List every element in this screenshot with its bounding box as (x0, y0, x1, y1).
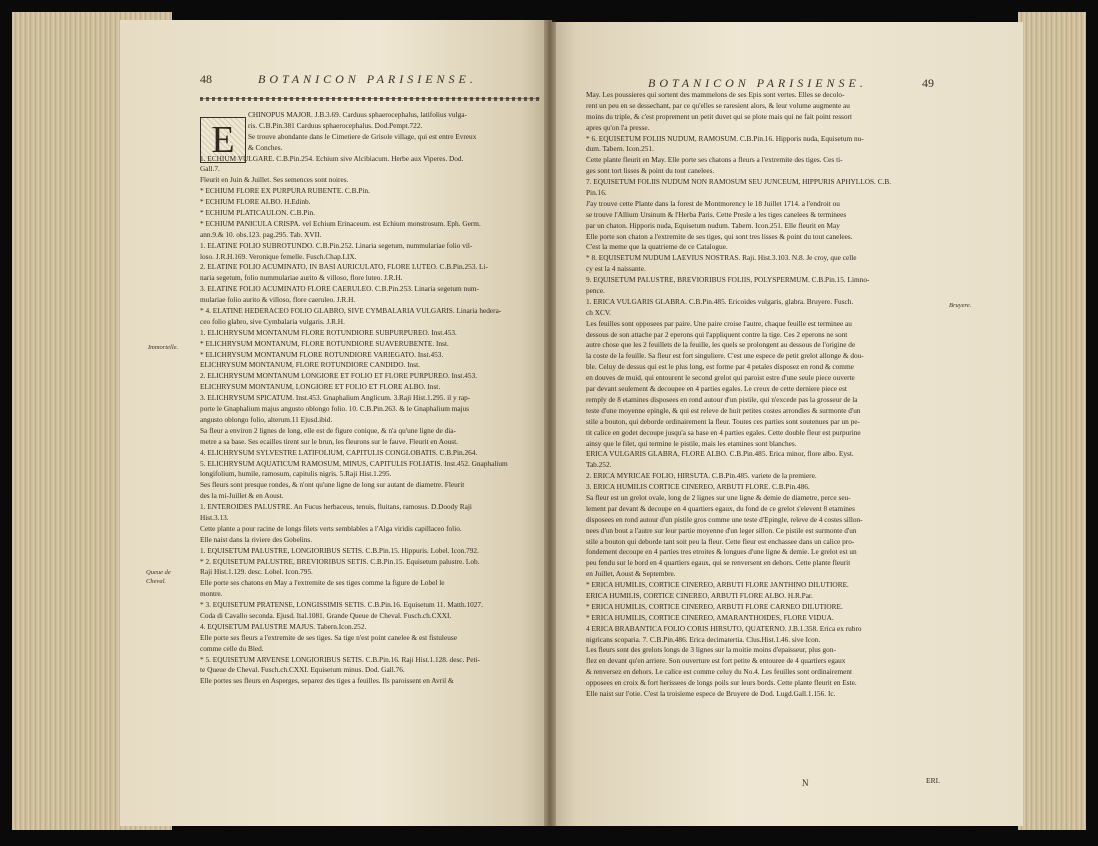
text-line: angusto oblongo folio, alterum.11 Ejusd.ibid. (200, 414, 333, 424)
text-line: May. Les poussieres qui sortent des mammelons de ses Epis sont vertes. Elles se decolo- (586, 90, 845, 99)
text-line: remply de 8 etamines disposees en rond autour d'un pistile, qui n'excede pas la grosseur de la (586, 394, 858, 404)
text-line: 4. EQUISETUM PALUSTRE MAJUS. Tabern.Icon.252. (200, 621, 367, 631)
text-line: * 8. EQUISETUM NUDUM LAEVIUS NOSTRAS. Raji. Hist.3.103. N.8. Je croy, que celle (586, 253, 857, 263)
text-line: Elle naist dans la riviere des Gobelins. (200, 534, 313, 544)
text-line: par devant seulement & decoupee en 4 parties egales. Le creux de cette derniere piece est (586, 384, 847, 394)
text-line: ble. Celuy de dessus qui est le plus long, est forme par 4 petales disposez en rond & comme (586, 362, 854, 372)
text-line: Raji Hist.1.129. desc. Lobel. Icon.795. (200, 567, 313, 577)
text-line: par un chaton. Hipporis nuda, Equisetum nudum. Tabern. Icon.251. Elle fleurit en May (586, 220, 840, 230)
text-line: ris. C.B.Pin.381 Carduus sphaerocephalus. Dod.Pempt.722. (248, 120, 423, 130)
text-line: porte le Gnaphalium majus angusto oblongo folio. 10. C.B.Pin.263. & le Gnaphalium majus (200, 404, 470, 414)
text-line: 3. ELICHRYSUM SPICATUM. Inst.453. Gnaphalium Anglicum. 3.Raji Hist.1.295. il y rap- (200, 393, 471, 403)
text-line: dum. Tabern. Icon.251. (586, 144, 654, 154)
right-page-text (586, 90, 946, 700)
text-line: ceo folio glabro, sive Cymbalaria vulgaris. J.R.H. (200, 316, 345, 326)
text-line: * ELICHRYSUM MONTANUM FLORE ROTUNDIORE VARIEGATO. Inst.453. (200, 349, 444, 359)
text-line: Cette plante fleurit en May. Elle porte ses chatons a fleurs a l'extremite des tiges. Ces ti- (586, 155, 843, 165)
text-line: Sa fleur a environ 2 lignes de long, elle est de figure conique, & n'a qu'une ligne de dia- (200, 425, 456, 435)
text-line: ges sont tort lisses & point du tout canelees. (586, 166, 715, 176)
text-line: * ECHIUM FLORE EX PURPURA RUBENTE. C.B.Pin. (200, 186, 370, 196)
text-line: * 3. EQUISETUM PRATENSE, LONGISSIMIS SETIS. C.B.Pin.16. Equisetum 11. Matth.1027. (200, 600, 483, 610)
text-line: dessous de son attache par 2 eperons qui l'appliquent contre la tige. Ces 2 eperons ne sont (586, 329, 848, 339)
text-line: stile a bouton, qui deborde ordinairement la fleur. Toutes ces parties sont soutenues par un pe- (586, 416, 860, 426)
left-running-head: BOTANICON PARISIENSE. (258, 72, 477, 86)
text-line: ann.9.& 10. obs.123. pag.295. Tab. XVII. (200, 229, 322, 239)
right-page-number: 49 (922, 76, 934, 90)
text-line: 1. ELICHRYSUM MONTANUM FLORE ROTUNDIORE SUBPURPUREO. Inst.453. (200, 327, 457, 337)
margin-note-cheval: Cheval. (146, 578, 167, 585)
text-line: Ses fleurs sont presque rondes, & n'ont qu'une ligne de long sur autant de diametre. Fleurit (200, 480, 465, 490)
text-line: naria segetum, folio nummulariae aurito & villoso, flore luteo. J.R.H. (200, 273, 403, 283)
text-line: ERICA VULGARIS GLABRA, FLORE ALBO. C.B.Pin.485. Erica minor, flore albo. Eyst. (586, 449, 854, 459)
drop-cap: E (200, 117, 246, 163)
text-line: Elle portes ses fleurs en Asperges, separez des tiges a feuilles. Ils paroissent en Avril & (200, 676, 454, 686)
book-gutter (544, 20, 556, 826)
text-line: Elle naist sur l'otie. C'est la troisieme espece de Bruyere de Dod. Lugd.Gall.1.156. Ic. (586, 688, 836, 698)
text-line: * 5. EQUISETUM ARVENSE LONGIORIBUS SETIS. C.B.Pin.16. Raji Hist.1.128. desc. Peti- (200, 654, 480, 664)
text-line: 2. ERICA MYRICAE FOLIO, HIRSUTA. C.B.Pin.485. variete de la premiere. (586, 471, 817, 481)
text-line: Les fleurs sont des grelots longs de 3 lignes sur la moitie moins d'epaisseur, plus gon- (586, 645, 836, 655)
text-line: la coste de la feuille. Sa fleur est fort singuliere. C'est une espece de petit grelot allonge & dou- (586, 351, 864, 361)
text-line: * ECHIUM PLATICAULON. C.B.Pin. (200, 208, 315, 218)
text-line: flez en devant qu'en arriere. Son ouverture est fort petite & entouree de 4 quartiers egaux (586, 656, 846, 666)
text-line: montre. (200, 589, 223, 599)
right-catchword: ERI. (926, 776, 940, 785)
text-line: ELICHRYSUM MONTANUM, FLORE ROTUNDIORE CANDIDO. Inst. (200, 360, 420, 370)
text-line: 3. ELATINE FOLIO ACUMINATO FLORE CAERULEO. C.B.Pin.253. Linaria segetum num- (200, 284, 479, 294)
text-line: Se trouve abondante dans le Cimetiere de Grisole village, qui est entre Evreux (248, 131, 477, 141)
text-line: lement par devant & decoupe en 4 quartiers egaux, du fond de ce grelot s'elevent 8 etamines (586, 503, 855, 513)
text-line: cy est la 4 naissante. (586, 264, 646, 274)
text-line: * ELICHRYSUM MONTANUM, FLORE ROTUNDIORE SUAVERUBENTE. Inst. (200, 338, 449, 348)
text-line: disposees en rond autour d'un pistile gros comme une teste d'Epingle, releve de 4 costes sillon- (586, 514, 863, 524)
text-line: 3. ERICA HUMILIS CORTICE CINEREO, ARBUTI FLORE. C.B.Pin.486. (586, 482, 810, 492)
left-page-number: 48 (200, 72, 212, 86)
ornamental-rule-line (200, 98, 540, 99)
text-line: * 2. EQUISETUM PALUSTRE, BREVIORIBUS SETIS. C.B.Pin.15. Equisetum palustre. Lob. (200, 556, 480, 566)
text-line: Pin.16. (586, 188, 607, 198)
text-line: Elle porte ses chatons en May a l'extremite de ses tiges comme la figure de Lobel le (200, 578, 445, 588)
text-line: Tab.252. (586, 460, 612, 470)
text-line: opposees en croix & fort herissees de longs poils sur leurs bords. Cette plante fleurit en Este. (586, 678, 857, 688)
text-line: ELICHRYSUM MONTANUM, LONGIORE ET FOLIO ET FLORE ALBO. Inst. (200, 382, 441, 392)
text-line: Cette plante a pour racine de longs filets verts semblables a l'Alga viridis capillaceo folio. (200, 523, 462, 533)
text-line: * ERICA HUMILIS, CORTICE CINEREO, ARBUTI FLORE CARNEO DILUTIORE. (586, 601, 843, 611)
text-line: pence. (586, 286, 605, 296)
page-edges-right (1018, 12, 1086, 830)
margin-note-bruyere: Bruyere. (949, 302, 972, 309)
text-line: des la mi-Juillet & en Aoust. (200, 491, 284, 501)
text-line: autre chose que les 2 feuillets de la feuille, les quels se prolongent au dessous de l'origine de (586, 340, 856, 350)
text-line: CHINOPUS MAJOR. J.B.3.69. Carduus sphaerocephalus, latifolius vulga- (248, 110, 467, 119)
text-line: teste d'une moyenne epingle, & qui est releve de huit petites costes arrondies & surmonte d'un (586, 405, 861, 415)
text-line: 4. ELICHRYSUM SYLVESTRE LATIFOLIUM, CAPITULIS CONGLOBATIS. C.B.Pin.264. (200, 447, 478, 457)
text-line: peu fendu sur le bord en 4 quartiers egaux, qui se renversent en dehors. Cette plante fleurit (586, 558, 851, 568)
text-line: metre a sa base. Ses ecailles tirent sur le brun, les fleurons sur le fauve. Fleurit en Aoust. (200, 436, 458, 446)
text-line: 1. ECHIUM VULGARE. C.B.Pin.254. Echium sive Alcibiacum. Herbe aux Viperes. Dod. (200, 153, 464, 163)
left-page-text (200, 110, 542, 687)
text-line: * ECHIUM PANICULA CRISPA. vel Echium Erinaceum. est Echium monstrosum. Eph. Germ. (200, 218, 481, 228)
text-line: moins du triple, & c'est proprement un petit duvet qui se plote mais qui ne fait point ressort (586, 111, 852, 121)
text-line: & renversez en dehors. Le calice est comme celuy du No.4. Les feuilles sont ordinairement (586, 667, 853, 677)
text-line: comme celle du Bled. (200, 643, 264, 653)
text-line: apres qu'on l'a presse. (586, 122, 650, 132)
text-line: rent un peu en se dessechant, par ce qu'elles se raresient alors, & leur volume augmente au (586, 100, 850, 110)
text-line: 2. ELICHRYSUM MONTANUM LONGIORE ET FOLIO ET FLORE PURPUREO. Inst.453. (200, 371, 478, 381)
text-line: loso. J.R.H.169. Veronique femelle. Fusch.Chap.LIX. (200, 251, 357, 261)
text-line: te Queue de Cheval. Fusch.ch.CXXI. Equisetum minus. Dod. Gall.76. (200, 665, 405, 675)
text-line: Sa fleur est un grelot ovale, long de 2 lignes sur une ligne & demie de diametre, perce seu- (586, 492, 851, 502)
text-line: ERICA HUMILIS, CORTICE CINEREO, ARBUTI FLORE ALBO. H.R.Par. (586, 590, 813, 600)
text-line: * ERICA HUMILIS, CORTICE CINEREO, ARBUTI FLORE JANTHINO DILUTIORE. (586, 580, 849, 590)
text-line: se trouve l'Allium Ursinum & l'Herba Paris. Cette Presle a les tiges canelees & terminees (586, 209, 847, 219)
text-line: Coda di Cavallo seconda. Ejusd. Ital.1081. Grande Queue de Cheval. Fusch.ch.CXXI. (200, 610, 452, 620)
text-line: * ECHIUM FLORE ALBO. H.Edinb. (200, 197, 311, 207)
text-line: Gall.7. (200, 164, 220, 174)
text-line: 2. ELATINE FOLIO ACUMINATO, IN BASI AURICULATO, FLORE LUTEO. C.B.Pin.253. Li- (200, 262, 488, 272)
text-line: en Juillet, Aoust & Septembre. (586, 569, 676, 579)
text-line: ch XCV. (586, 307, 612, 317)
text-line: 1. ERICA VULGARIS GLABRA. C.B.Pin.485. Ericoides vulgaris, glabra. Bruyere. Fusch. (586, 296, 854, 306)
text-line: stile a bouton qui deborde tant soit peu la fleur. Cette fleur est enchassee dans un calice pro- (586, 536, 855, 546)
text-line: longifolium, humile, ramosum, capitulis nigris. 5.Raji Hist.1.295. (200, 469, 392, 479)
text-line: 7. EQUISETUM FOLIIS NUDUM NON RAMOSUM SEU JUNCEUM, HIPPURIS APHYLLOS. C.B. (586, 177, 892, 187)
text-line: nigricans scoparia. 7. C.B.Pin.486. Erica decimatertia. Clus.Hist.1.46. sive Icon. (586, 634, 821, 644)
text-line: tit calice en godet decoupe jusqu'a sa base en 4 parties egales. Cette double fleur est purpurine (586, 427, 861, 437)
text-line: fondement decoupe en 4 parties tres etroites & longues d'une ligne & demie. Le grelot est un (586, 547, 857, 557)
text-line: C'est la meme que la quatrieme de ce Catalogue. (586, 242, 728, 252)
text-line: Fleurit en Juin & Juillet. Ses semences sont noires. (200, 175, 349, 185)
text-line: * ERICA HUMILIS, CORTICE CINEREO, AMARANTHOIDES, FLORE VIDUA. (586, 612, 834, 622)
margin-note-immortelle: Immortelle. (148, 344, 179, 351)
text-line: Elle porte son chaton a l'extremite de ses tiges, qui sont tres lisses & point du tout canelees. (586, 231, 853, 241)
text-line: nees d'un bout a l'autre sur leur partie moyenne d'un leger sillon. Ce pistile est surmonte d'un (586, 525, 857, 535)
text-line: * 6. EQUISETUM FOLIIS NUDUM, RAMOSUM. C.B.Pin.16. Hipporis nuda, Equisetum nu- (586, 133, 864, 143)
text-line: 4 ERICA BRABANTICA FOLIO CORIS HIRSUTO, QUATERNO. J.B.1.358. Erica ex rubro (586, 623, 862, 633)
text-line: 9. EQUISETUM PALUSTRE, BREVIORIBUS FOLIIS, POLYSPERMUM. C.B.Pin.15. Limno- (586, 275, 870, 285)
text-line: 1. ELATINE FOLIO SUBROTUNDO. C.B.Pin.252. Linaria segetum, nummulariae folio vil- (200, 240, 473, 250)
text-line: ainsy que le filet, qui termine le pistile, mais les etamines sont blanches. (586, 438, 797, 448)
text-line: Les feuilles sont opposees par paire. Une paire croise l'autre, chaque feuille est terminee au (586, 318, 852, 328)
text-line: 5. ELICHRYSUM AQUATICUM RAMOSUM, MINUS, CAPITULIS FOLIATIS. Inst.452. Gnaphalium (200, 458, 508, 468)
text-line: 1. ENTEROIDES PALUSTRE. An Fucus herbaceus, tenuis, fluitans, ramosus. D.Doody Raji (200, 502, 472, 512)
text-line: & Conches. (248, 142, 283, 152)
right-running-head: BOTANICON PARISIENSE. (648, 76, 867, 90)
margin-note-queue: Queue de (146, 569, 171, 576)
text-line: * 4. ELATINE HEDERACEO FOLIO GLABRO, SIVE CYMBALARIA VULGARIS. Linaria hedera- (200, 306, 502, 316)
text-line: en douves de muid, qui entourent le second grelot qui paroist estre d'une seule piece ouverte (586, 373, 855, 383)
text-line: J'ay trouve cette Plante dans la forest de Montmorency le 18 Juillet 1714. a l'endroit ou (586, 198, 840, 208)
text-line: 1. EQUISETUM PALUSTRE, LONGIORIBUS SETIS. C.B.Pin.15. Hippuris. Lobel. Icon.792. (200, 545, 479, 555)
text-line: Hist.3.13. (200, 512, 229, 522)
text-line: Elle porte ses fleurs a l'extremite de ses tiges. Sa tige n'est point canelee & est fistuleuse (200, 632, 457, 642)
text-line: mulariae folio aurito & villoso, flore caeruleo. J.R.H. (200, 295, 356, 305)
signature-mark: N (802, 778, 809, 788)
